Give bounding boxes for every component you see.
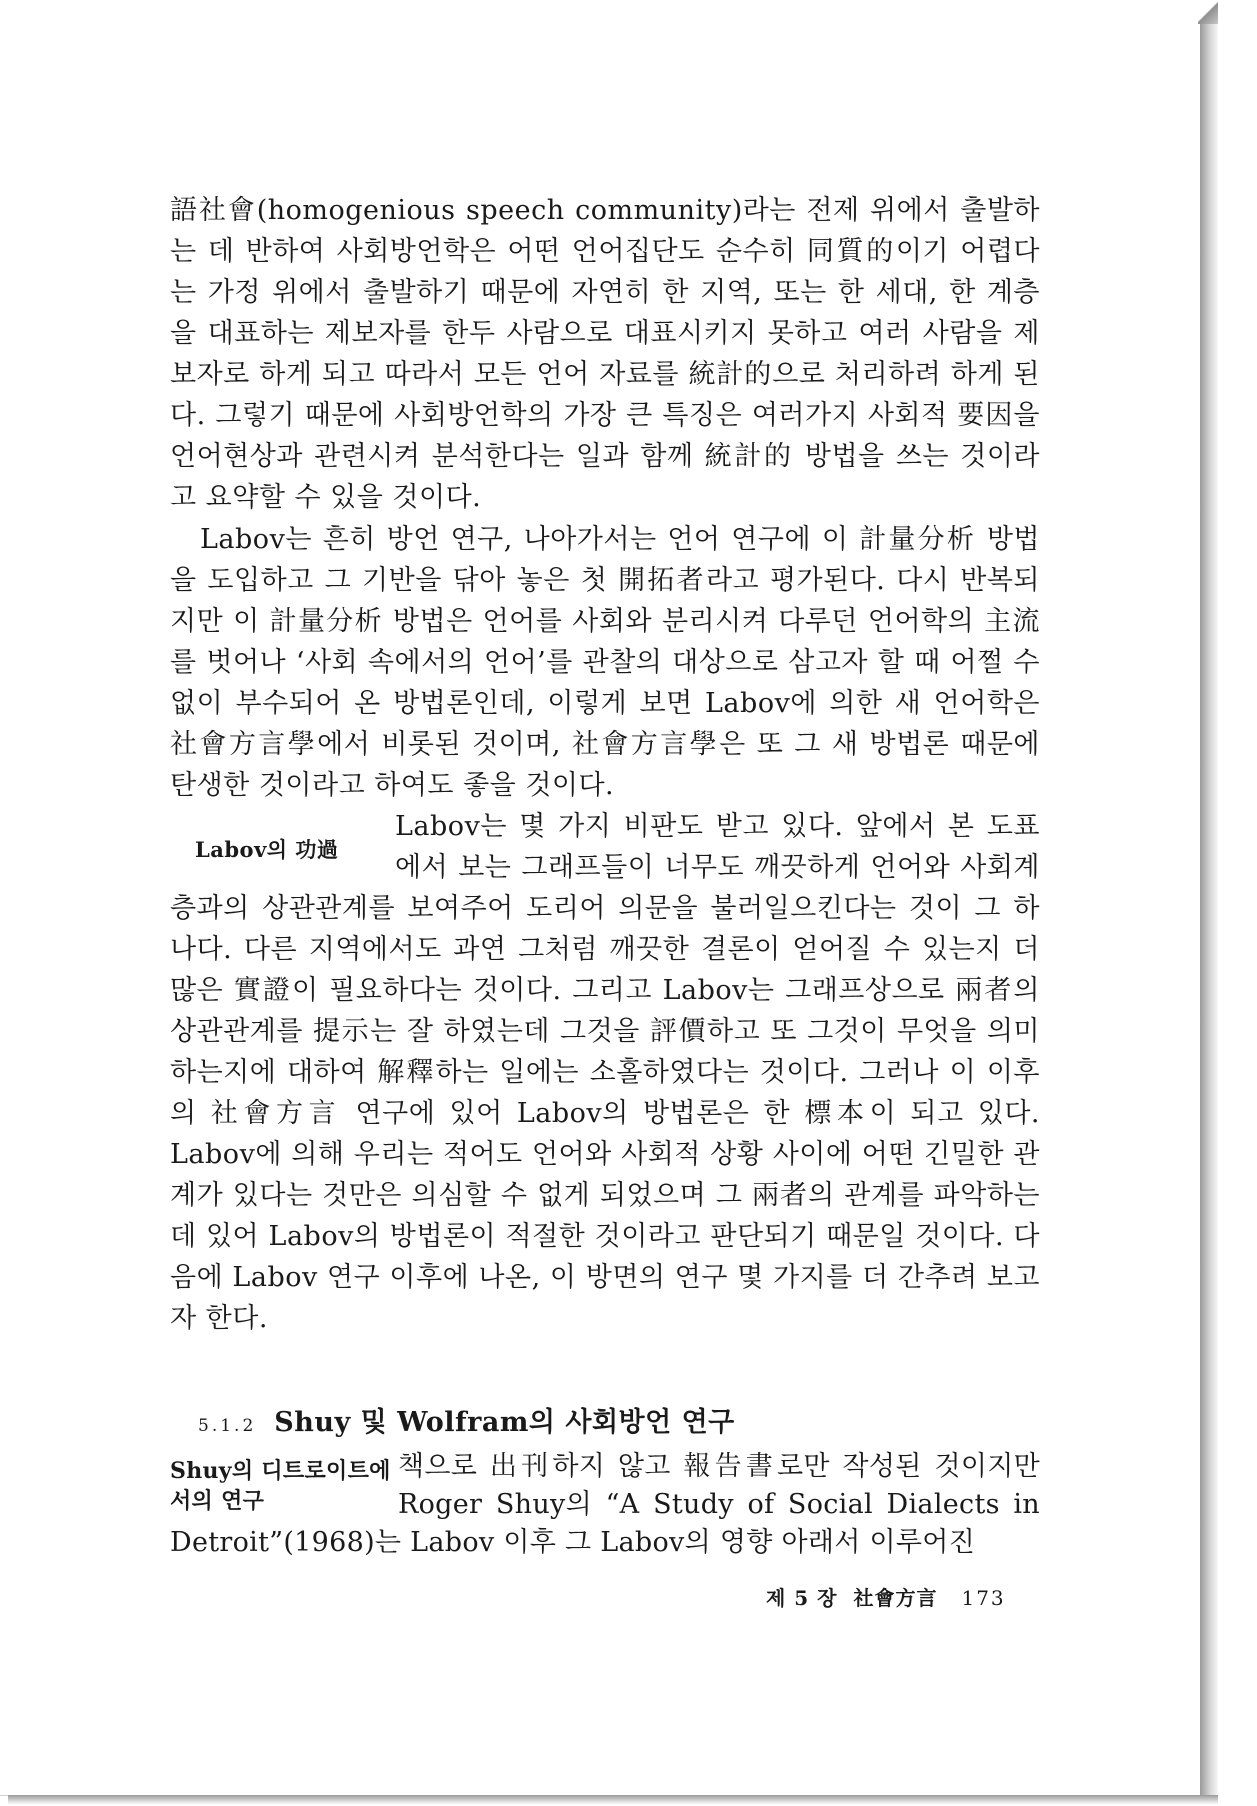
paragraph-with-side-note	[170, 806, 1040, 1339]
section-heading	[198, 1400, 735, 1439]
page-number: 173	[961, 1586, 1006, 1610]
footer-chapter: 제 5 장	[766, 1586, 838, 1610]
page-footer	[766, 1582, 1006, 1611]
section-number: 5.1.2	[198, 1416, 257, 1436]
section-title: Shuy 및 Wolfram의 사회방언 연구	[274, 1407, 735, 1438]
footer-chapter-title: 社會方言	[853, 1586, 938, 1610]
paragraph: Labov는 몇 가지 비판도 받고 있다. 앞에서 본 도표에서 보는 그래프들이 너무도 깨끗하게 언어와 사회계층과의 상관관계를 보여주어 도리어 의문을 불러일으킨다는 것이 그 하나다. 다른 지역에서도 과연 그처럼 깨끗한 결론이 얻어질 수 있는지 더 많은 實證이 필요하다는 것이다. 그리고 Labov는 그래프상으로 兩者의 상관관계를 提示는 잘 하였는데 그것을 評價하고 또 그것이 무엇을 의미하는지에 대하여 解釋하는 일에는 소홀하였다는 것이다. 그러나 이 이후의 社會方言 연구에 있어 Labov의 방법론은 한 標本이 되고 있다. Labov에 의해 우리는 적어도 언어와 사회적 상황 사이에 어떤 긴밀한 관계가 있다는 것만은 의심할 수 없게 되었으며 그 兩者의 관계를 파악하는 데 있어 Labov의 방법론이 적절한 것이라고 판단되기 때문일 것이다. 다음에 Labov 연구 이후에 나온, 이 방면의 연구 몇 가지를 더 간추려 보고자 한다.	[170, 811, 1040, 1334]
page-edge-shadow	[1200, 8, 1218, 1800]
side-note: Labov의 功過	[195, 837, 339, 862]
page-corner-curl	[1198, 0, 1218, 24]
side-note: Shuy의 디트로이트에서의 연구	[170, 1458, 391, 1514]
paragraph-with-side-note	[170, 1448, 1040, 1562]
page-bottom-shadow	[8, 1795, 1218, 1805]
paragraph: Labov는 흔히 방언 연구, 나아가서는 언어 연구에 이 計量分析 방법을 도입하고 그 기반을 닦아 놓은 첫 開拓者라고 평가된다. 다시 반복되지만 이 計量分析 방법은 언어를 사회와 분리시켜 다루던 언어학의 主流를 벗어나 ‘사회 속에서의 언어’를 관찰의 대상으로 삼고자 할 때 어쩔 수 없이 부수되어 온 방법론인데, 이렇게 보면 Labov에 의한 새 언어학은 社會方言學에서 비롯된 것이며, 社會方言學은 또 그 새 방법론 때문에 탄생한 것이라고 하여도 좋을 것이다.	[170, 524, 1040, 801]
paragraph: 책으로 出刊하지 않고 報告書로만 작성된 것이지만 Roger Shuy의 “A Study of Social Dialects in Detroit”(1968)는 Labov 이후 그 Labov의 영향 아래서 이루어진	[170, 1451, 1040, 1558]
paragraph: 語社會(homogenious speech community)라는 전제 위에서 출발하는 데 반하여 사회방언학은 어떤 언어집단도 순수히 同質的이기 어렵다는 가정 위에서 출발하기 때문에 자연히 한 지역, 또는 한 세대, 한 계층을 대표하는 제보자를 한두 사람으로 대표시키지 못하고 여러 사람을 제보자로 하게 되고 따라서 모든 언어 자료를 統計的으로 처리하려 하게 된다. 그렇기 때문에 사회방언학의 가장 큰 특징은 여러가지 사회적 要因을 언어현상과 관련시켜 분석한다는 일과 함께 統計的 방법을 쓰는 것이라고 요약할 수 있을 것이다.	[170, 195, 1040, 513]
